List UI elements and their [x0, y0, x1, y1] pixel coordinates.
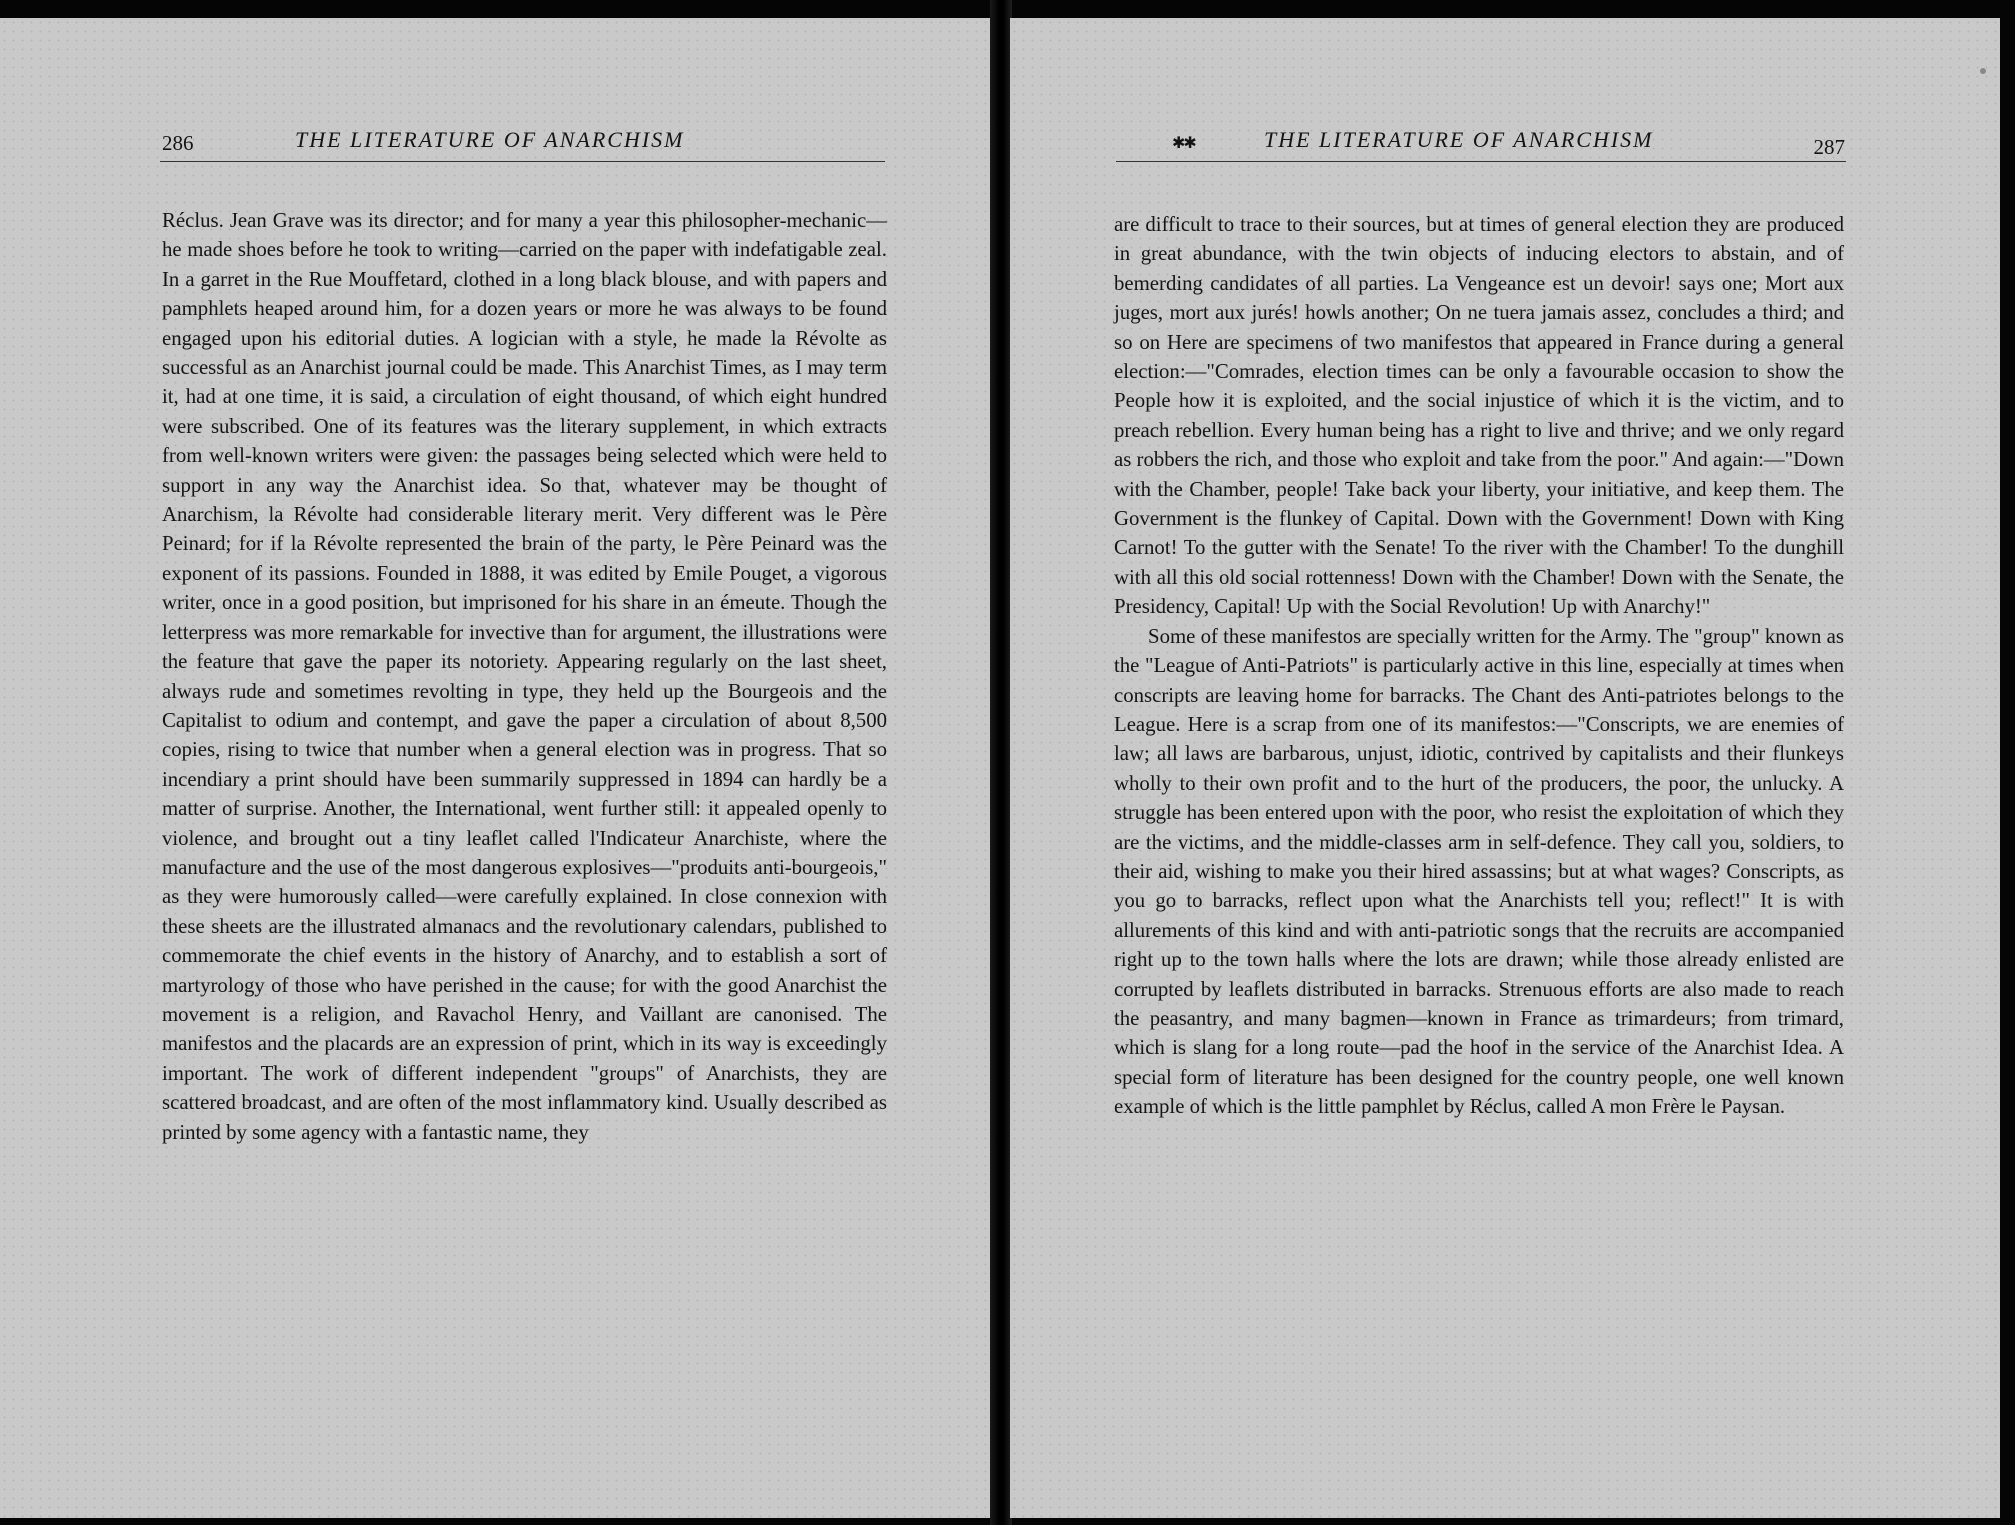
paragraph: Some of these manifestos are specially written for the Army. The "group" known as the "League of Anti-Patriots" is particularly active in this line, especially at times when conscripts are leaving home for barracks. The Chant des Anti-patriotes belongs to the League. Here is a scrap from one of its manifestos:—"Conscripts, we are enemies of law; all laws are barbarous, unjust, idiotic, contrived by capitalists and their flunkeys wholly to their own profit and to the hurt of the producers, the poor, the unlucky. A struggle has been entered upon with the poor, who resist the exploitation of which they are the victims, and the middle-classes arm in self-defence. They call you, soldiers, to their aid, wishing to make you their hired assassins; but at what wages? Conscripts, as you go to barracks, reflect upon what the Anarchists tell you; reflect!" It is with allurements of this kind and with anti-patriotic songs that the recruits are accompanied right up to the town halls where the lots are drawn; while those already enlisted are corrupted by leaflets distributed in barracks. Strenuous efforts are also made to reach the peasantry, and many bagmen—known in France as trimardeurs; from trimard, which is slang for a long route—pad the hoof in the service of the Anarchist Idea. A special form of literature has been designed for the country people, one well known example of which is the little pamphlet by Réclus, called A mon Frère le Paysan.	[1114, 624, 1844, 1119]
body-text	[162, 206, 887, 1147]
right-page	[1010, 18, 2000, 1518]
page-speck	[1980, 68, 1986, 74]
header-rule	[1116, 161, 1846, 162]
header-rule	[160, 161, 885, 162]
book-gutter	[990, 0, 1012, 1525]
ornament-glyph: ✱✱	[1172, 135, 1195, 152]
running-head-title: THE LITERATURE OF ANARCHISM	[1264, 127, 1654, 152]
paragraph: Réclus. Jean Grave was its director; and for many a year this philosopher-mechanic—he made shoes before he took to writing—carried on the paper with indefatigable zeal. In a garret in the Rue Mouffetard, clothed in a long black blouse, and with papers and pamphlets heaped around him, for a dozen years or more he was always to be found engaged upon his editorial duties. A logician with a style, he made la Révolte as successful as an Anarchist journal could be made. This Anarchist Times, as I may term it, had at one time, it is said, a circulation of eight thousand, of which eight hundred were subscribed. One of its features was the literary supplement, in which extracts from well-known writers were given: the passages being selected which were held to support in any way the Anarchist idea. So that, whatever may be thought of Anarchism, la Révolte had considerable literary merit. Very different was le Père Peinard; for if la Révolte represented the brain of the party, le Père Peinard was the exponent of its passions. Founded in 1888, it was edited by Emile Pouget, a vigorous writer, once in a good position, but imprisoned for his share in an émeute. Though the letterpress was more remarkable for invective than for argument, the illustrations were the feature that gave the paper its notoriety. Appearing regularly on the last sheet, always rude and sometimes revolting in type, they held up the Bourgeois and the Capitalist to odium and contempt, and gave the paper a circulation of about 8,500 copies, rising to twice that number when a general election was in progress. That so incendiary a print should have been summarily suppressed in 1894 can hardly be a matter of surprise. Another, the International, went further still: it appealed openly to violence, and brought out a tiny leaflet called l'Indicateur Anarchiste, where the manufacture and the use of the most dangerous explosives—"produits anti-bourgeois," as they were humorously called—were carefully explained. In close connexion with these sheets are the illustrated almanacs and the revolutionary calendars, published to commemorate the chief events in the history of Anarchy, and to establish a sort of martyrology of those who have perished in the cause; for with the good Anarchist the movement is a religion, and Ravachol Henry, and Vaillant are canonised. The manifestos and the placards are an expression of print, which in its way is exceedingly important. The work of different independent "groups" of Anarchists, they are scattered broadcast, and are often of the most inflammatory kind. Usually described as printed by some agency with a fantastic name, they	[162, 209, 887, 1144]
running-header-left	[160, 123, 890, 163]
running-header-right	[1116, 123, 1851, 163]
body-text	[1114, 210, 1844, 1122]
page-number: 286	[162, 131, 194, 155]
left-page	[0, 18, 995, 1518]
page-number: 287	[1813, 135, 1845, 159]
running-head-title: THE LITERATURE OF ANARCHISM	[295, 127, 685, 152]
paragraph: are difficult to trace to their sources, but at times of general election they are produced in great abundance, with the twin objects of inducing electors to abstain, and of bemerding candidates of all parties. La Vengeance est un devoir! says one; Mort aux juges, mort aux jurés! howls another; On ne tuera jamais assez, concludes a third; and so on Here are specimens of two manifestos that appeared in France during a general election:—"Comrades, election times can be only a favourable occasion to show the People how it is exploited, and the social injustice of which it is the victim, and to preach rebellion. Every human being has a right to live and thrive; and we only regard as robbers the rich, and those who exploit and take from the poor." And again:—"Down with the Chamber, people! Take back your liberty, your initiative, and keep them. The Government is the flunkey of Capital. Down with the Government! Down with King Carnot! To the gutter with the Senate! To the river with the Chamber! To the dunghill with all this old social rottenness! Down with the Chamber! Down with the Senate, the Presidency, Capital! Up with the Social Revolution! Up with Anarchy!"	[1114, 213, 1844, 619]
